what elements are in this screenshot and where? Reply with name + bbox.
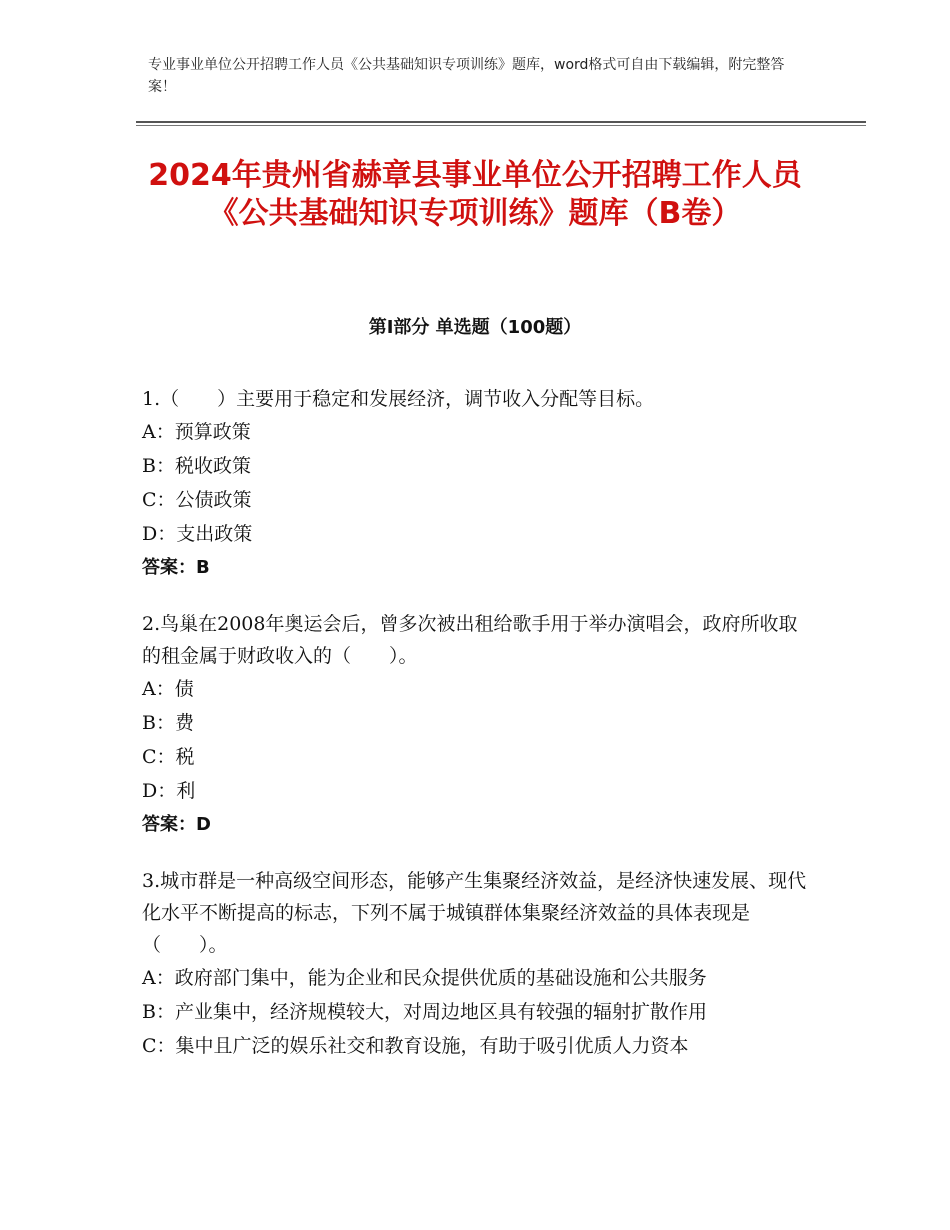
option-c: C：集中且广泛的娱乐社交和教育设施，有助于吸引优质人力资本: [142, 1035, 689, 1057]
question-list: [142, 383, 812, 1086]
document-title: 2024年贵州省赫章县事业单位公开招聘工作人员《公共基础知识专项训练》题库（B卷）: [148, 158, 802, 231]
option-a: A：政府部门集中，能为企业和民众提供优质的基础设施和公共服务: [142, 967, 707, 989]
question-3: [142, 865, 812, 1063]
section-title: 第Ⅰ部分 单选题（100题）: [368, 317, 582, 338]
question-stem: 1.（ ）主要用于稳定和发展经济，调节收入分配等目标。: [142, 388, 655, 410]
question-stem: 2.鸟巢在2008年奥运会后，曾多次被出租给歌手用于举办演唱会，政府所收取的租金属于财政收入的（ ）。: [142, 613, 798, 667]
option-c: C：公债政策: [142, 489, 252, 511]
option-c: C：税: [142, 746, 195, 768]
option-b: B：税收政策: [142, 455, 251, 477]
header-divider-thin: [136, 125, 866, 126]
option-d: D：支出政策: [142, 523, 253, 545]
question-stem: 3.城市群是一种高级空间形态，能够产生集聚经济效益，是经济快速发展、现代化水平不断提高的标志，下列不属于城镇群体集聚经济效益的具体表现是（ ）。: [142, 870, 807, 956]
option-a: A：预算政策: [142, 421, 251, 443]
answer: 答案：D: [142, 814, 211, 835]
option-d: D：利: [142, 780, 196, 802]
question-1: [142, 383, 812, 585]
question-2: [142, 608, 812, 842]
option-a: A：债: [142, 678, 194, 700]
option-b: B：产业集中，经济规模较大，对周边地区具有较强的辐射扩散作用: [142, 1001, 707, 1023]
answer: 答案：B: [142, 557, 210, 578]
header-note: 专业事业单位公开招聘工作人员《公共基础知识专项训练》题库，word格式可自由下载编辑，附完整答案！: [148, 57, 785, 95]
header-divider: [136, 121, 866, 123]
option-b: B：费: [142, 712, 194, 734]
